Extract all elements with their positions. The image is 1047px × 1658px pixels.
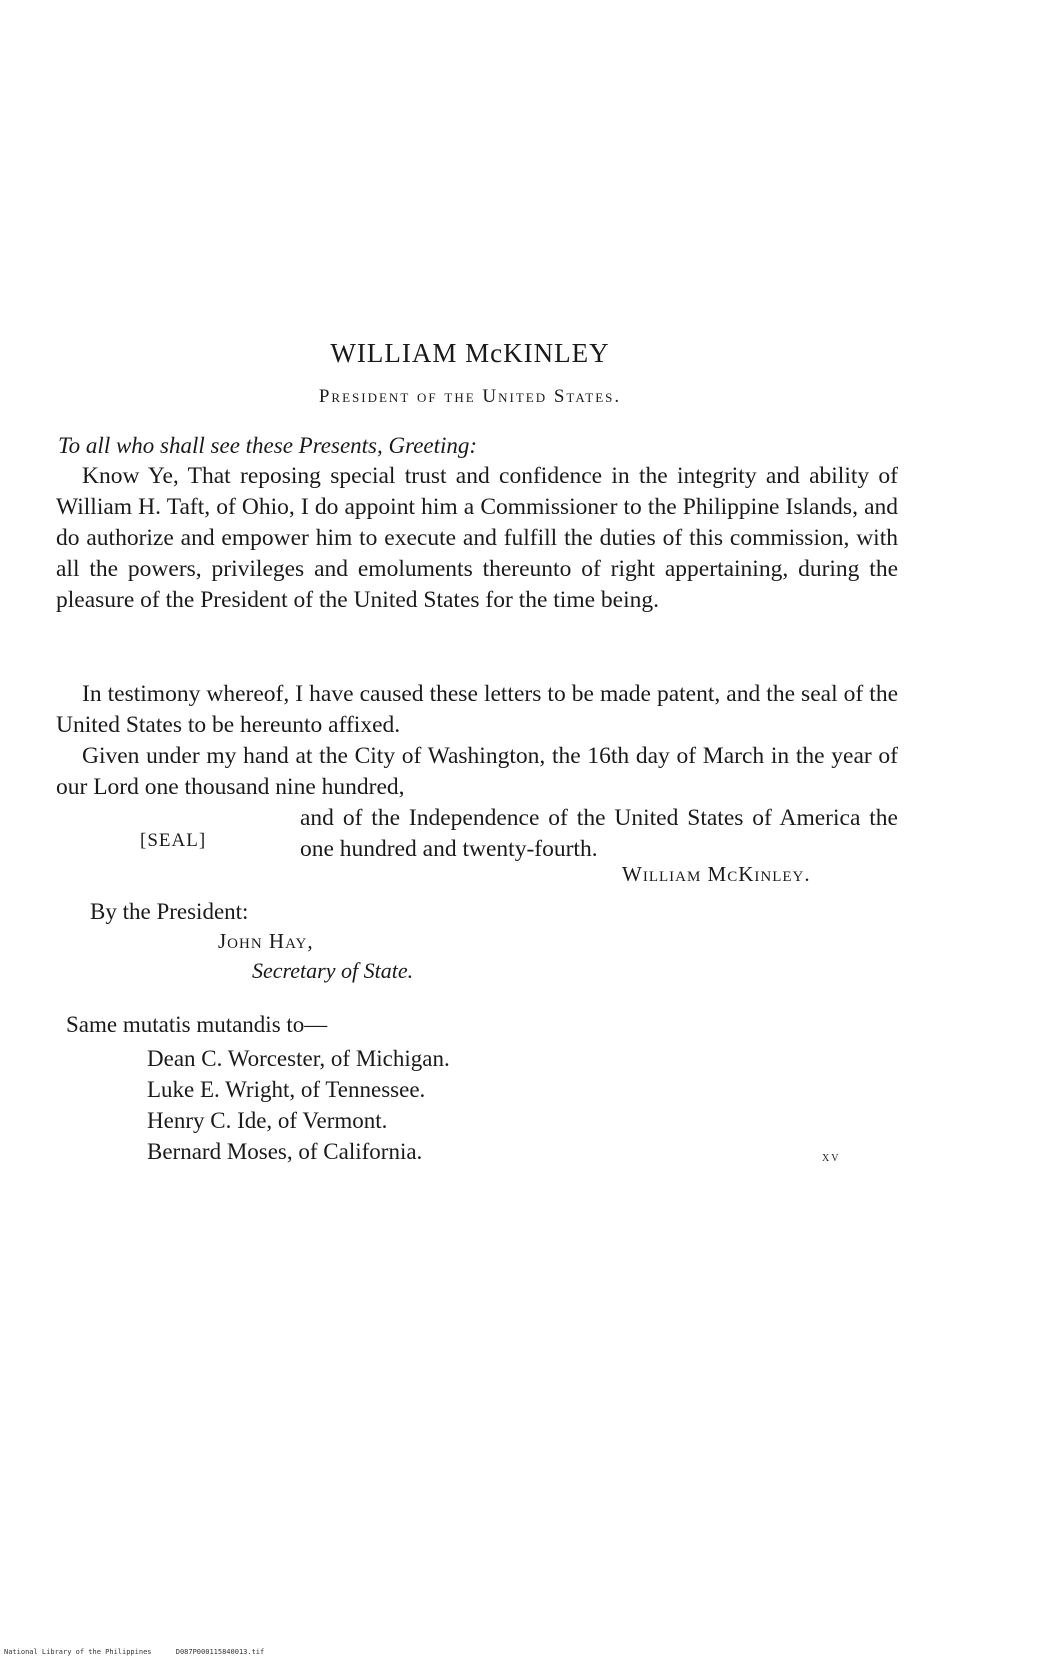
commissioner-list [147, 1043, 450, 1167]
seal-mark: [SEAL] [140, 830, 207, 851]
president-signature: William McKinley. [622, 862, 811, 886]
footer-file: D087P000115840013.tif [175, 1648, 265, 1656]
given-paragraph: Given under my hand at the City of Washington, the 16th day of March in the year of our Lord one thousand nine hundred, [56, 743, 898, 800]
testimony-paragraph: In testimony whereof, I have caused these letters to be made patent, and the seal of the United States to be hereunto affixed. [56, 681, 898, 738]
list-item: Henry C. Ide, of Vermont. [147, 1108, 388, 1133]
list-item: Dean C. Worcester, of Michigan. [147, 1046, 450, 1071]
page-number: xv [822, 1150, 841, 1165]
greeting-line: To all who shall see these Presents, Greeting: [58, 433, 478, 458]
document-title: WILLIAM McKINLEY [330, 338, 610, 368]
same-mutatis-line: Same mutatis mutandis to— [66, 1012, 328, 1037]
document-subtitle: President of the United States. [318, 386, 622, 407]
by-president-line: By the President: [90, 899, 249, 924]
given-continuation: and of the Independence of the United States of America the one hundred and twenty-fourth. [300, 805, 898, 862]
secretary-name: John Hay, [218, 929, 314, 953]
scan-footer [4, 1648, 284, 1656]
secretary-title: Secretary of State. [252, 958, 414, 983]
commission-paragraph: Know Ye, That reposing special trust and confidence in the integrity and ability of William H. Taft, of Ohio, I do appoint him a Commissioner to the Philippine Islands, and do authorize and empower him to execute and fulfill the duties of this commission, with all the powers, privileges and emoluments thereunto of right appertaining, during the pleasure of the President of the United States for the time being. [56, 463, 898, 613]
list-item: Luke E. Wright, of Tennessee. [147, 1077, 426, 1102]
list-item: Bernard Moses, of California. [147, 1139, 423, 1164]
footer-library: National Library of the Philippines [4, 1648, 152, 1656]
